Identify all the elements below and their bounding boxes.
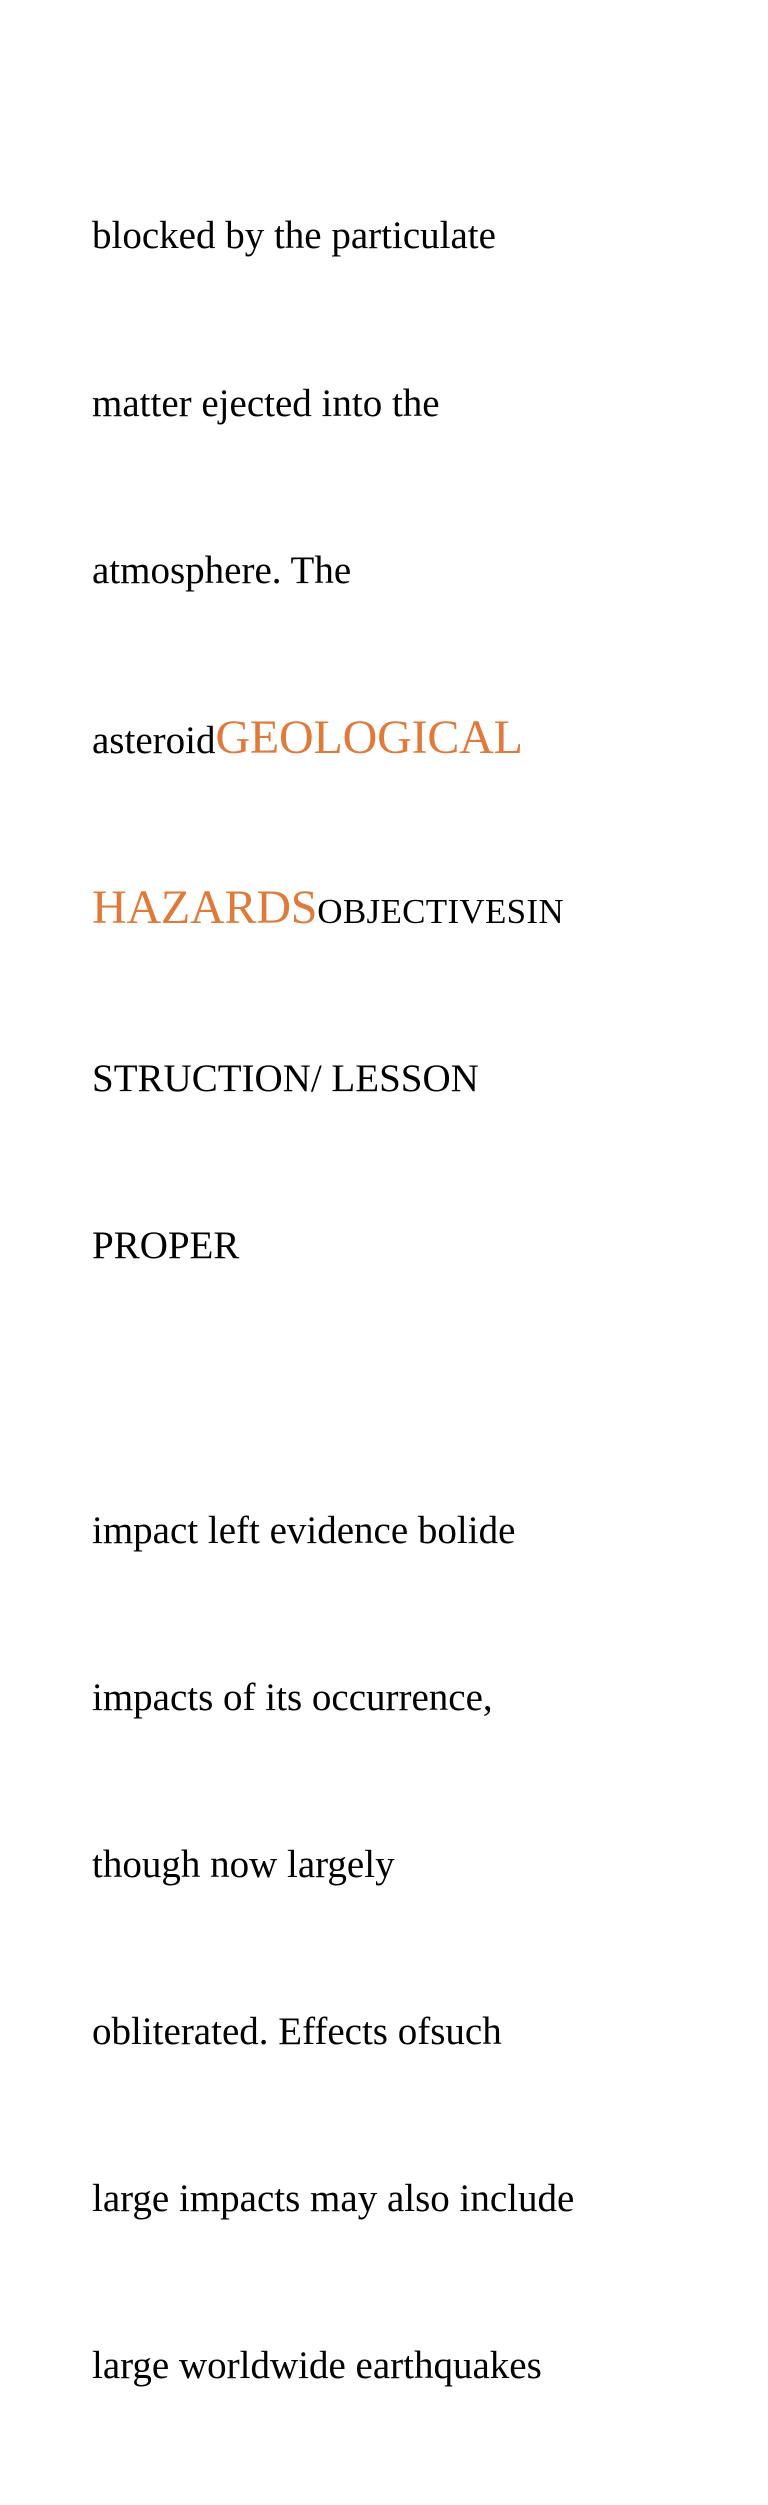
text-line: impacts of its occurrence,	[92, 1675, 493, 1719]
text-fragment: OBJECTIVESIN	[317, 891, 564, 931]
text-line: large impacts may also include	[92, 2177, 575, 2221]
text-line: obliterated. Effects ofsuch	[92, 2009, 502, 2053]
text-line: atmosphere. The	[92, 548, 352, 592]
document-page	[92, 97, 692, 2505]
paragraph-1	[92, 97, 692, 1385]
text-line: blocked by the particulate	[92, 214, 496, 258]
text-line: large worldwide earthquakes	[92, 2344, 542, 2388]
text-line	[92, 880, 692, 940]
heading-fragment: GEOLOGICAL	[215, 710, 523, 764]
heading-fragment: HAZARDS	[92, 880, 318, 934]
text-line: STRUCTION/ LESSON	[92, 1056, 479, 1100]
text-line: impact left evidence bolide	[92, 1508, 516, 1552]
text-line: matter ejected into the	[92, 381, 440, 425]
text-line	[92, 710, 692, 769]
text-line: PROPER	[92, 1224, 240, 1268]
text-line: though now largely	[92, 1842, 395, 1886]
text-fragment: asteroid	[92, 718, 216, 762]
paragraph-2	[92, 1391, 692, 2505]
